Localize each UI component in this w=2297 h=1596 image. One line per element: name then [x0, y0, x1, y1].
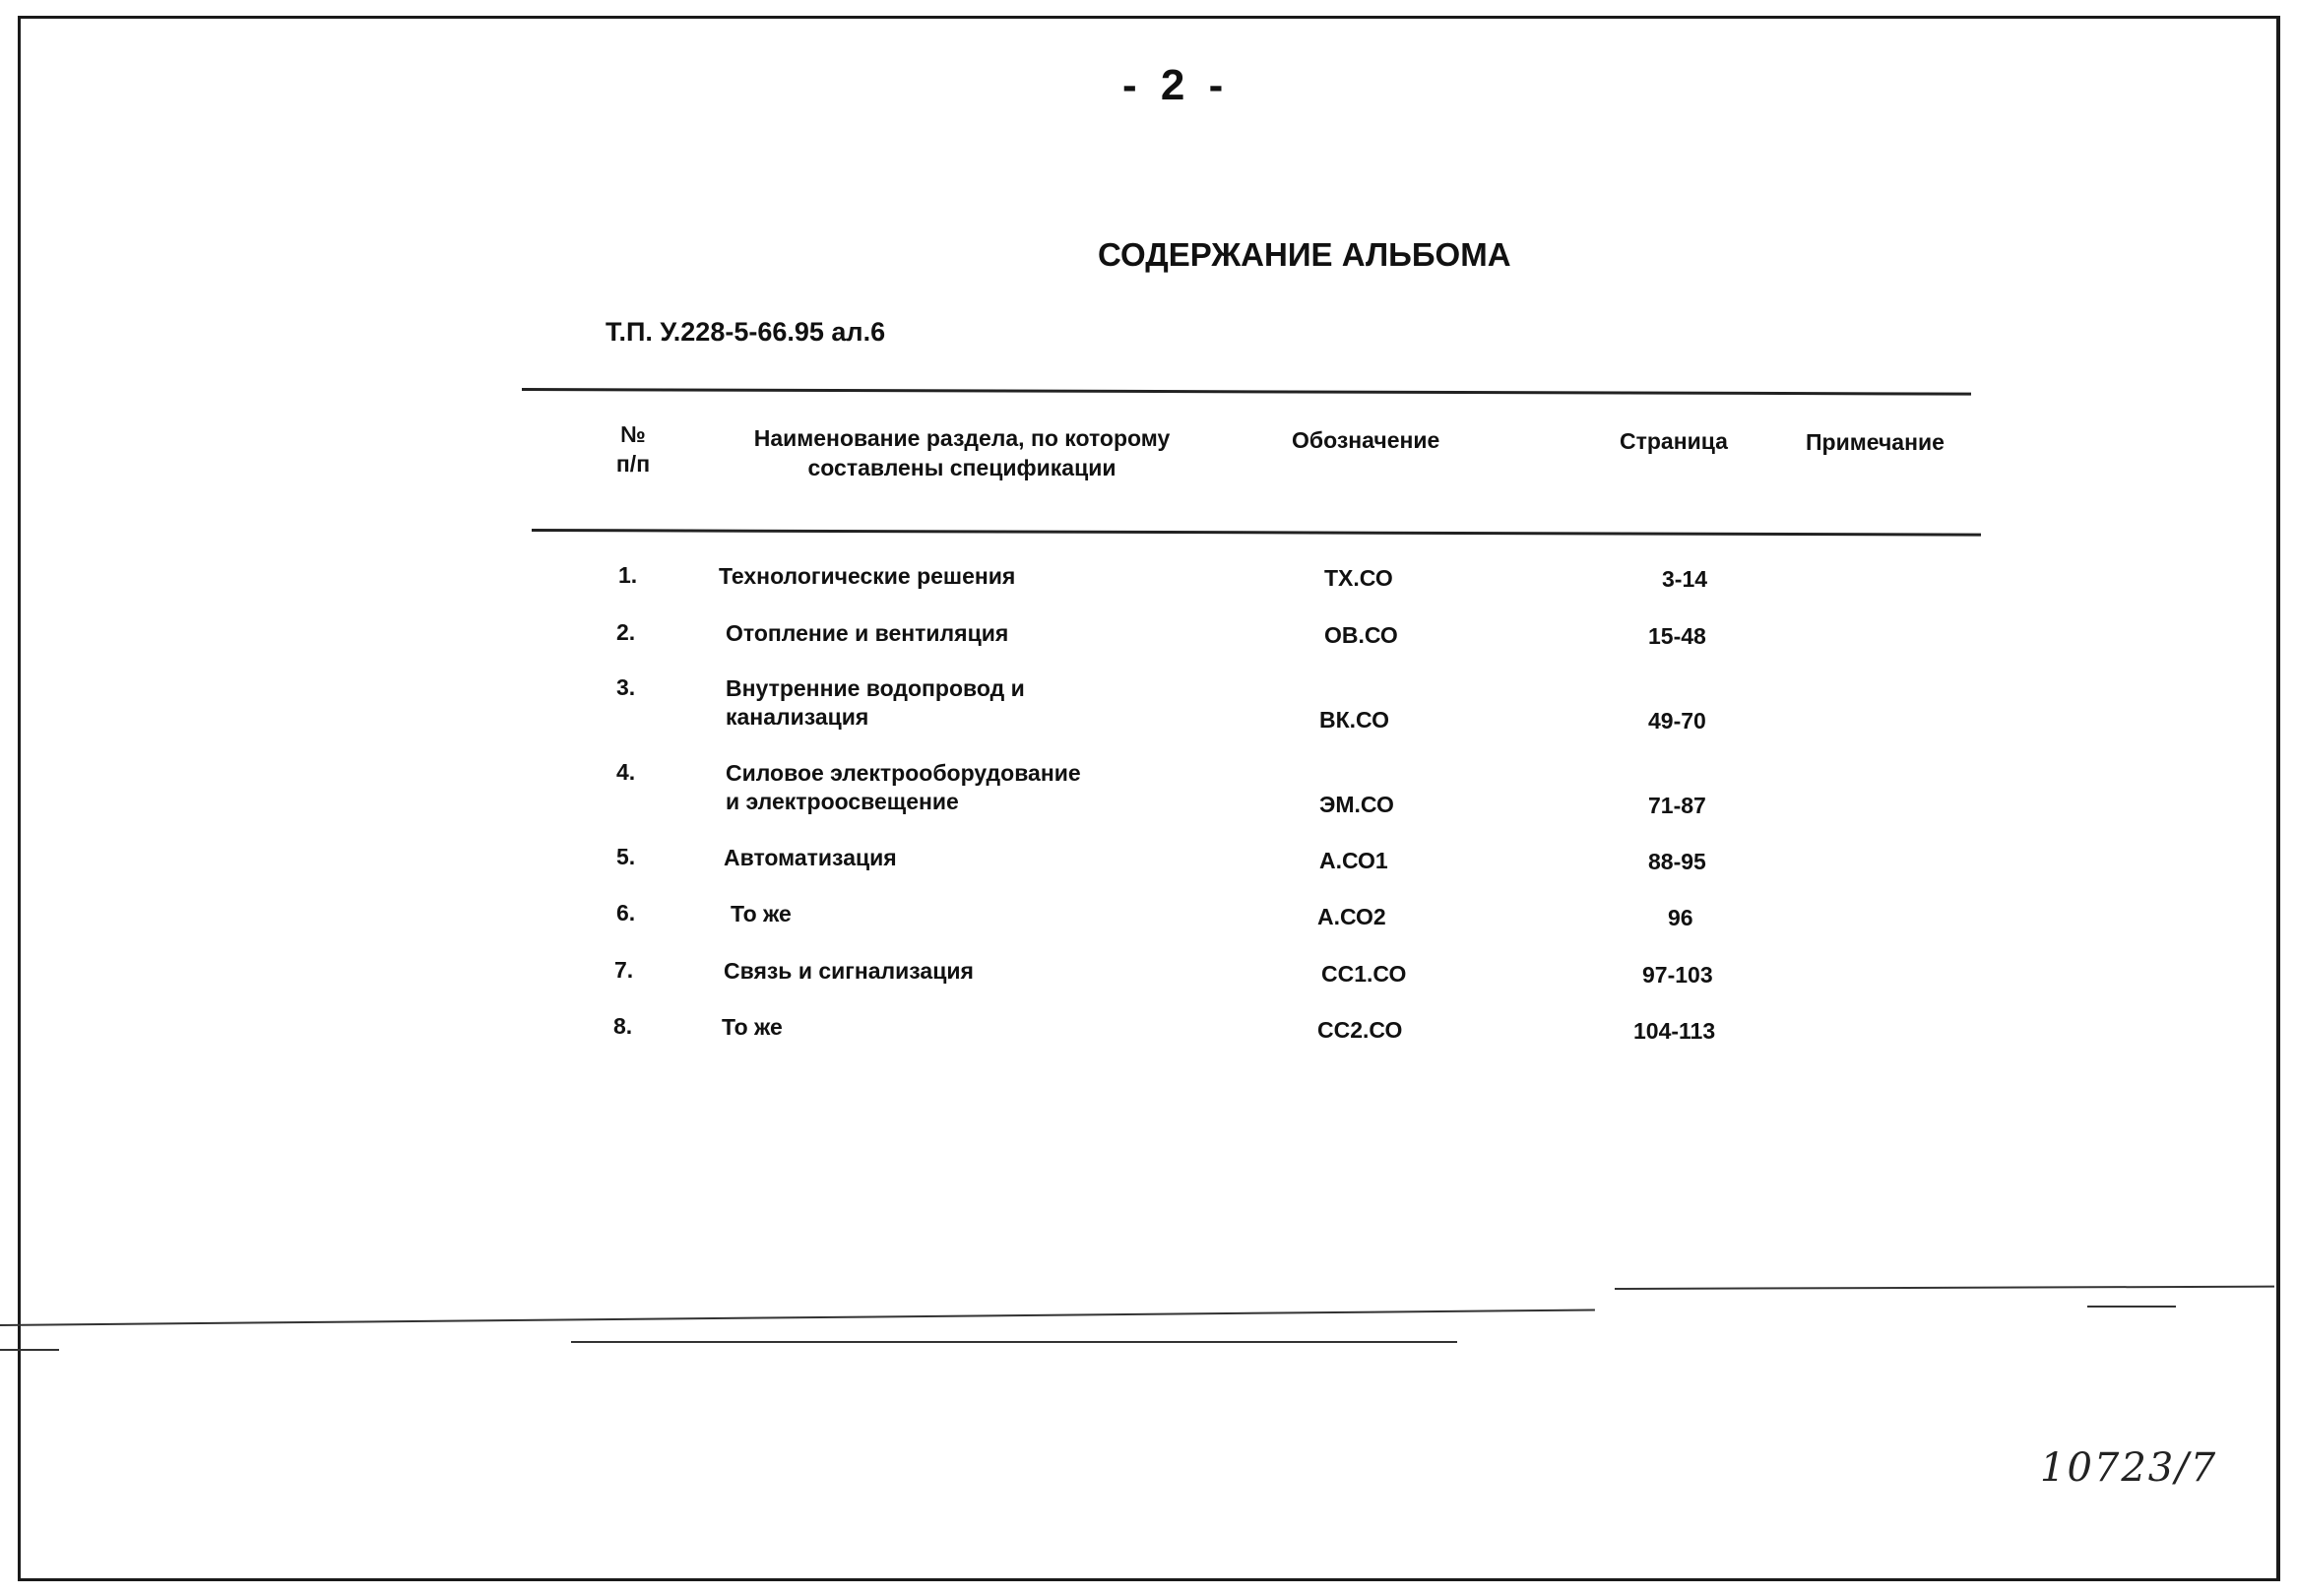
row-section-name: То же [722, 1014, 783, 1040]
header-name-line1: Наименование раздела, по которому [753, 425, 1171, 451]
row-designation: ОВ.СО [1324, 622, 1398, 648]
fold-line [2087, 1306, 2176, 1308]
row-section-name: Технологические решения [719, 563, 1016, 589]
row-designation: А.СО1 [1319, 848, 1388, 873]
header-number-line1: № [620, 421, 646, 447]
row-number: 8. [613, 1013, 633, 1039]
row-page: 88-95 [1648, 849, 1706, 874]
row-section-name-line2: и электроосвещение [726, 789, 959, 814]
row-number: 7. [614, 957, 634, 983]
row-section-name-line1: Внутренние водопровод и [726, 675, 1025, 701]
header-number [608, 419, 658, 479]
row-number: 1. [618, 562, 638, 588]
row-page: 15-48 [1648, 623, 1706, 649]
row-page: 97-103 [1642, 962, 1713, 988]
fold-line [0, 1349, 59, 1351]
row-section-name-line2: канализация [726, 704, 869, 730]
row-designation: ТХ.СО [1324, 565, 1393, 591]
inventory-number: 10723/7 [2040, 1445, 2218, 1491]
row-page: 49-70 [1648, 708, 1706, 734]
header-name-line2: составлены спецификации [807, 455, 1117, 480]
header-number-line2: п/п [615, 451, 651, 477]
row-designation: СС1.СО [1321, 961, 1407, 987]
row-section-name: Автоматизация [724, 845, 897, 870]
page-number: - 2 - [1122, 61, 1230, 109]
row-section-name: То же [731, 901, 792, 926]
row-designation: ВК.СО [1319, 707, 1389, 733]
header-designation: Обозначение [1292, 427, 1440, 453]
row-section-name: Связь и сигнализация [724, 958, 974, 984]
row-number: 5. [616, 844, 636, 869]
row-designation: ЭМ.СО [1319, 792, 1394, 817]
header-note: Примечание [1806, 429, 1945, 455]
header-page: Страница [1620, 428, 1728, 454]
document-code: Т.П. У.228-5-66.95 ал.6 [606, 317, 886, 347]
row-number: 3. [616, 674, 636, 700]
row-page: 71-87 [1648, 793, 1706, 818]
row-page: 3-14 [1662, 566, 1708, 592]
row-number: 6. [616, 900, 636, 926]
header-section-name [726, 423, 1198, 482]
row-section-name-line1: Силовое электрооборудование [726, 760, 1081, 786]
row-designation: А.СО2 [1317, 904, 1386, 929]
row-number: 2. [616, 619, 636, 645]
document-title: СОДЕРЖАНИЕ АЛЬБОМА [1098, 236, 1511, 273]
row-page: 96 [1668, 905, 1693, 930]
row-page: 104-113 [1633, 1018, 1716, 1044]
row-designation: СС2.СО [1317, 1017, 1403, 1043]
row-number: 4. [616, 759, 636, 785]
row-section-name: Отопление и вентиляция [726, 620, 1009, 646]
fold-line [571, 1341, 1457, 1343]
